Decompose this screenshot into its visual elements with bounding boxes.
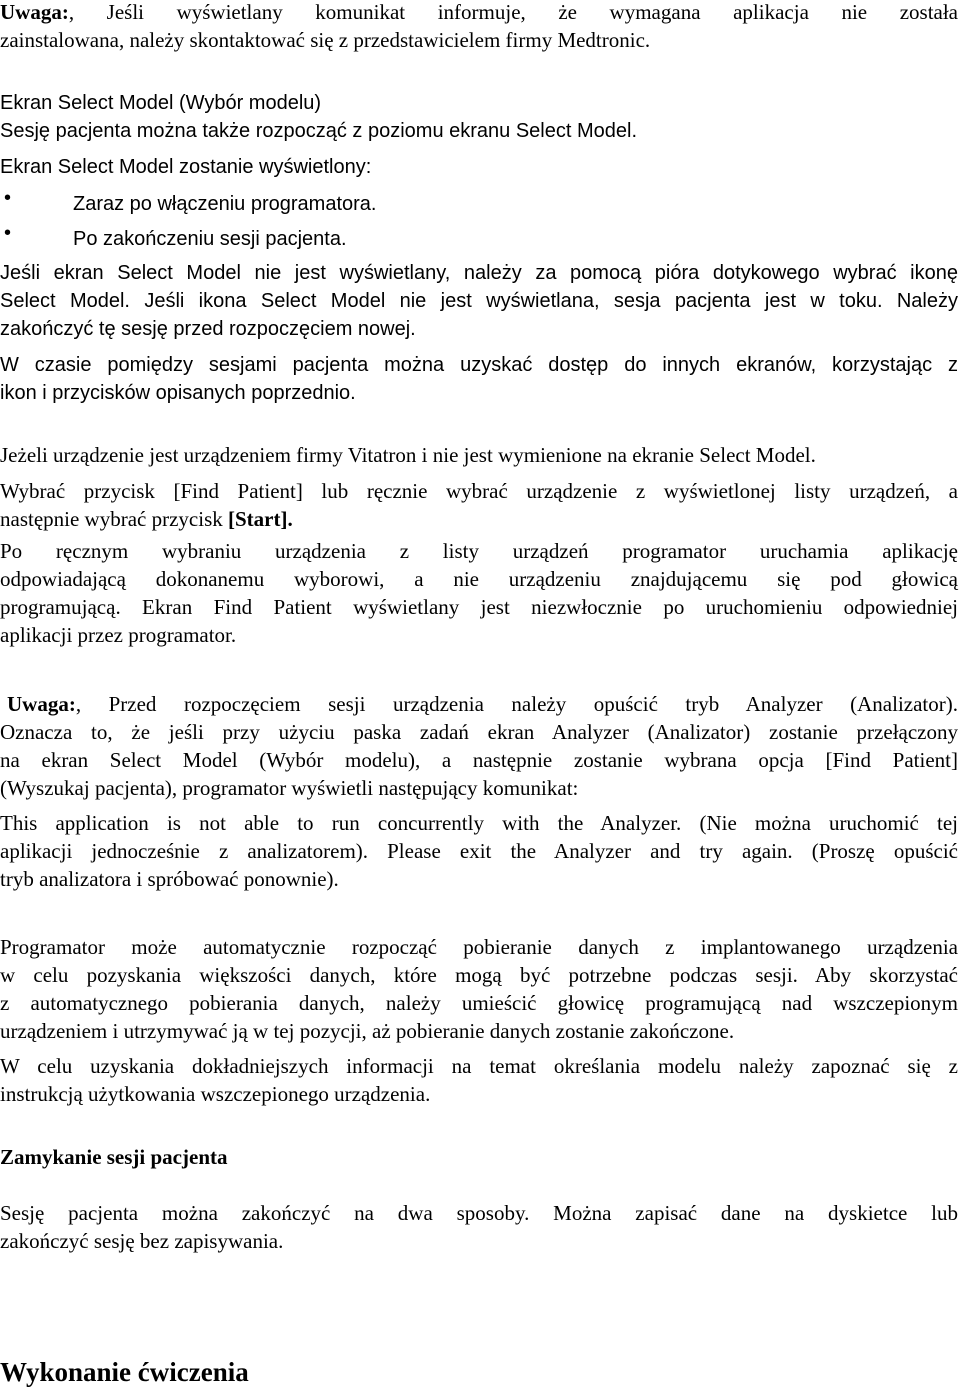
paragraph-line: Sesję pacjenta można zakończyć na dwa sposoby. Można zapisać dane na dyskietce lub	[0, 1201, 958, 1225]
paragraph-line: odpowiadającą dokonanemu wyborowi, a nie urządzeniu znajdującemu się pod głowicą	[0, 567, 958, 591]
paragraph-line: W czasie pomiędzy sesjami pacjenta można uzyskać dostęp do innych ekranów, korzystając z	[0, 354, 958, 376]
message-line: tryb analizatora i spróbować ponownie).	[0, 867, 339, 891]
paragraph-line: Oznacza to, że jeśli przy użyciu paska zadań ekran Analyzer (Analizator) zostanie przełączony	[0, 720, 958, 744]
note-label: Uwaga:	[0, 0, 69, 24]
paragraph-line: Po ręcznym wybraniu urządzenia z listy urządzeń programator uruchamia aplikację	[0, 539, 958, 563]
section-heading-select-model: Ekran Select Model (Wybór modelu)	[0, 92, 322, 114]
note1-text: , Jeśli wyświetlany komunikat informuje, że wymagana aplikacja nie została	[68, 0, 958, 24]
paragraph-line: zakończyć tę sesję przed rozpoczęciem nowej.	[0, 318, 416, 340]
paragraph-line: zakończyć sesję bez zapisywania.	[0, 1229, 284, 1253]
paragraph-line: (Wyszukaj pacjenta), programator wyświetli następujący komunikat:	[0, 776, 579, 800]
note1-line-1	[0, 0, 958, 26]
section-heading-closing: Zamykanie sesji pacjenta	[0, 1145, 228, 1169]
note-label: Uwaga:	[7, 692, 76, 716]
paragraph-line: instrukcją użytkowania wszczepionego urządzenia.	[0, 1082, 431, 1106]
paragraph-line: z automatycznego pobierania danych, należy umieścić głowicę programującą nad wszczepionym	[0, 991, 958, 1015]
select-model-shown-when: Ekran Select Model zostanie wyświetlony:	[0, 156, 372, 178]
bullet-icon: •	[4, 187, 12, 209]
paragraph-line: aplikacji przez programator.	[0, 623, 237, 647]
select-model-intro: Sesję pacjenta można także rozpocząć z poziomu ekranu Select Model.	[0, 120, 638, 142]
vitatron-line-3: następnie wybrać przycisk [Start].	[0, 507, 293, 531]
start-button-ref: [Start].	[228, 507, 293, 531]
paragraph-line: urządzeniem i utrzymywać ją w tej pozycji, aż pobieranie danych zostanie zakończone.	[0, 1019, 735, 1043]
vitatron-line-1: Jeżeli urządzenie jest urządzeniem firmy Vitatron i nie jest wymienione na ekranie Select Model.	[0, 443, 816, 467]
bullet-icon: •	[4, 222, 12, 244]
section-heading-exercise: Wykonanie ćwiczenia	[0, 1357, 249, 1387]
message-line: aplikacji jednocześnie z analizatorem). Please exit the Analyzer and try again. (Proszę opuścić	[0, 839, 958, 863]
vitatron-line-2: Wybrać przycisk [Find Patient] lub ręcznie wybrać urządzenie z wyświetlonej listy urządzeń, a	[0, 479, 958, 503]
paragraph-line: Programator może automatycznie rozpocząć pobieranie danych z implantowanego urządzenia	[0, 935, 958, 959]
paragraph-line: W celu uzyskania dokładniejszych informacji na temat określania modelu należy zapoznać się z	[0, 1054, 958, 1078]
bullet-item: Po zakończeniu sesji pacjenta.	[73, 228, 347, 250]
message-line: This application is not able to run concurrently with the Analyzer. (Nie można uruchomić tej	[0, 811, 958, 835]
note2-text: , Przed rozpoczęciem sesji urządzenia należy opuścić tryb Analyzer (Analizator).	[75, 692, 958, 716]
paragraph-line: Jeśli ekran Select Model nie jest wyświetlany, należy za pomocą pióra dotykowego wybrać ikonę	[0, 262, 958, 284]
paragraph-line: programującą. Ekran Find Patient wyświetlany jest niezwłocznie po uruchomieniu odpowiedniej	[0, 595, 958, 619]
paragraph-line: Select Model. Jeśli ikona Select Model nie jest wyświetlana, sesja pacjenta jest w toku. Należy	[0, 290, 958, 312]
note2-line-1	[7, 690, 958, 718]
paragraph-line: na ekran Select Model (Wybór modelu), a następnie zostanie wybrana opcja [Find Patient]	[0, 748, 958, 772]
paragraph-line: w celu pozyskania większości danych, które mogą być potrzebne podczas sesji. Aby skorzystać	[0, 963, 958, 987]
bullet-item: Zaraz po włączeniu programatora.	[73, 193, 377, 215]
note1-line-2: zainstalowana, należy skontaktować się z przedstawicielem firmy Medtronic.	[0, 28, 651, 52]
paragraph-line: ikon i przycisków opisanych poprzednio.	[0, 382, 356, 404]
